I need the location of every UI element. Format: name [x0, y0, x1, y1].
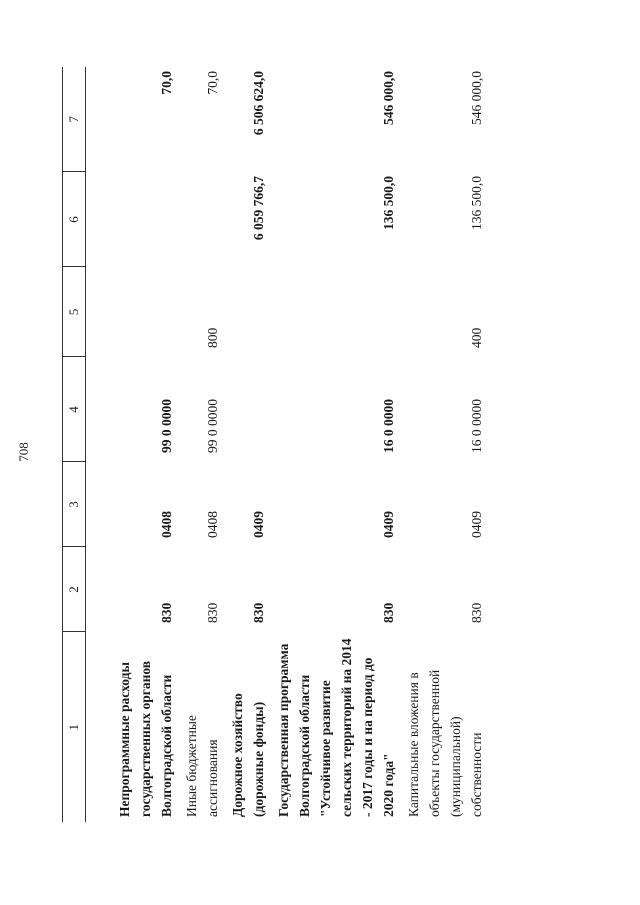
row-amount-col7: 546 000,0: [381, 71, 396, 125]
row-ministry-code: 830: [251, 602, 266, 623]
header-col-2: 2: [63, 547, 86, 632]
row-name: Непрограммные расходы государственных органов Волгоградской области: [117, 660, 174, 817]
row-expense-type: [86, 267, 178, 357]
table-row: [177, 67, 223, 822]
row-section-code: 0408: [159, 511, 174, 538]
row-amount-col6: [177, 172, 223, 267]
row-section-code: 0409: [381, 511, 396, 538]
header-col-5: 5: [63, 267, 86, 357]
row-amount-col7: 6 506 624,0: [251, 71, 266, 136]
row-target-code: 16 0 0000: [381, 399, 396, 453]
row-expense-type: [269, 267, 399, 357]
header-col-7: 7: [63, 67, 86, 172]
header-col-1: 1: [63, 632, 86, 822]
row-amount-col6: 136 500,0: [469, 176, 484, 230]
row-name: Капитальные вложения в объекты государственной (муниципальной) собственности: [406, 669, 484, 817]
row-amount-col6: [86, 172, 178, 267]
row-ministry-code: 830: [381, 602, 396, 623]
row-expense-type: 800: [205, 327, 220, 348]
row-name: Дорожное хозяйство (дорожные фонды): [230, 693, 266, 817]
row-name: Государственная программа Волгоградской области "Устойчивое развитие сельских территорий на 2014 - 2017 годы и на период до 2020 года": [276, 638, 396, 817]
header-col-6: 6: [63, 172, 86, 267]
row-amount-col7: 70,0: [205, 71, 220, 95]
page-number: 708: [15, 442, 31, 462]
row-ministry-code: 830: [469, 602, 484, 623]
row-section-code: 0409: [251, 511, 266, 538]
row-amount-col6: 136 500,0: [381, 176, 396, 230]
row-expense-type: 400: [469, 327, 484, 348]
row-amount-col6: 6 059 766,7: [251, 176, 266, 241]
row-section-code: 0408: [205, 511, 220, 538]
row-target-code: 99 0 0000: [205, 399, 220, 453]
row-ministry-code: 830: [159, 602, 174, 623]
row-ministry-code: 830: [205, 602, 220, 623]
row-section-code: 0409: [469, 511, 484, 538]
row-name: Иные бюджетные ассигнования: [184, 715, 220, 817]
row-target-code: 99 0 0000: [159, 399, 174, 453]
table-row: [86, 67, 178, 822]
table-row: [399, 67, 487, 822]
table-row: [269, 67, 399, 822]
row-expense-type: [223, 267, 269, 357]
row-target-code: 16 0 0000: [469, 399, 484, 453]
row-amount-col7: 546 000,0: [469, 71, 484, 125]
header-row: [63, 67, 86, 822]
header-col-3: 3: [63, 462, 86, 547]
budget-table: [62, 67, 487, 822]
row-amount-col7: 70,0: [159, 71, 174, 95]
header-col-4: 4: [63, 357, 86, 462]
rotated-page-content: [62, 67, 562, 822]
row-target-code: [223, 357, 269, 462]
table-row: [223, 67, 269, 822]
